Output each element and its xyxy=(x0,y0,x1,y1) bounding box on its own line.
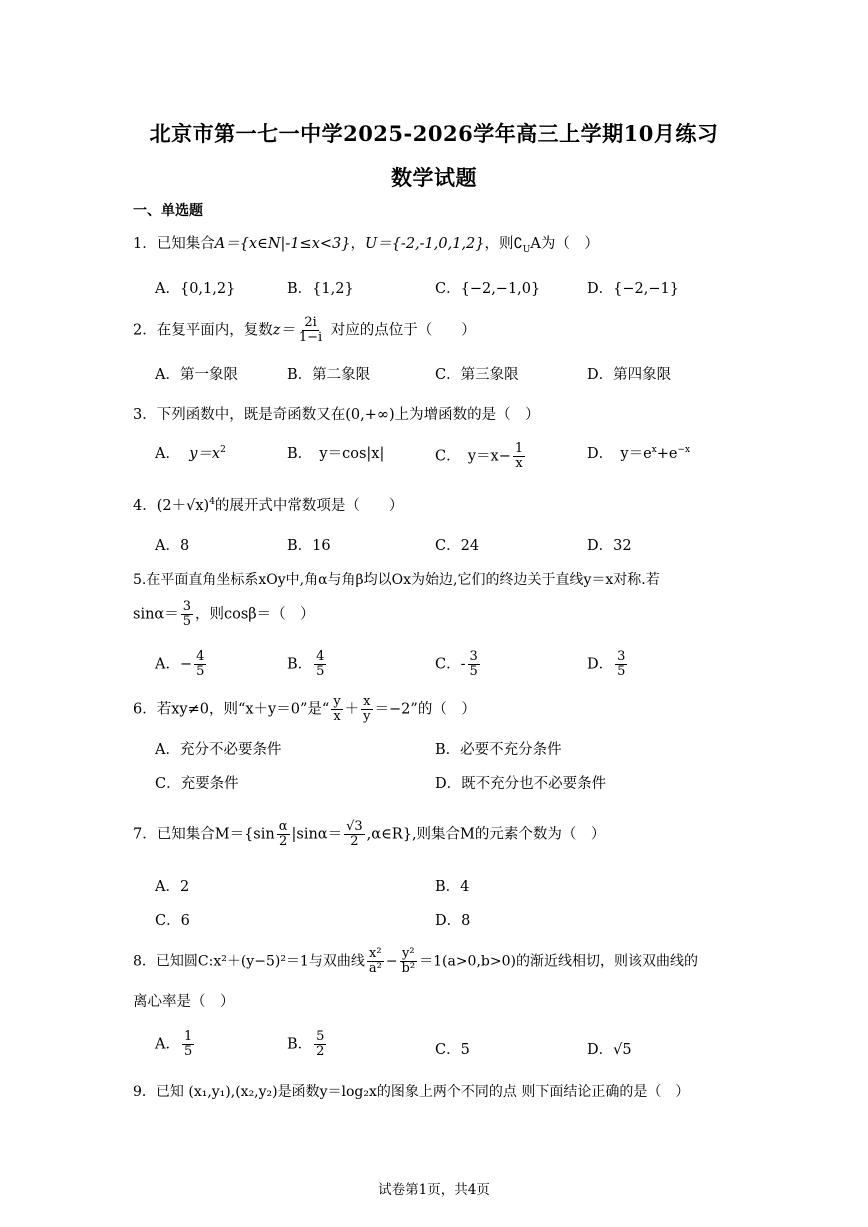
section-heading: 一、单选题 xyxy=(133,203,203,219)
question-5-stem-line2: sinα＝ $\frac{3}{5}$ ，则cosβ＝（ ） xyxy=(133,599,315,629)
fraction: $\frac{y}{x}$ xyxy=(333,694,341,724)
question-7-stem: 7．已知集合M＝{sin $\frac{\alpha}{2}$ |sinα＝ $\frac{√3}{2}$ ,α∈R},则集合M的元素个数为（ ） xyxy=(133,819,606,849)
fraction: $\frac{5}{2}$ xyxy=(316,1029,325,1059)
option-b[interactable]: B．{1,2} xyxy=(287,281,354,297)
option-b[interactable]: B．第二象限 xyxy=(287,367,371,383)
option-a[interactable]: A．{0,1,2} xyxy=(155,281,236,297)
exam-subtitle: 数学试题 xyxy=(391,165,477,190)
option-d[interactable]: D． $\frac{3}{5}$ xyxy=(587,649,626,679)
option-c[interactable]: C．{−2,−1,0} xyxy=(435,281,541,297)
question-2-stem: 2．在复平面内，复数z＝ $\frac{2i}{1-i}$ 对应的点位于（ ） xyxy=(133,315,476,345)
fraction: $\frac{1}{5}$ xyxy=(183,1029,193,1059)
option-a[interactable]: A．8 xyxy=(155,538,190,554)
option-d[interactable]: D． $y=e^x+e^{-x}$ xyxy=(587,445,691,462)
fraction: $\frac{x}{y}$ xyxy=(363,694,371,724)
fraction: $\frac{1}{x}$ xyxy=(514,441,524,471)
option-c[interactable]: C．- $\frac{3}{5}$ xyxy=(435,649,478,679)
fraction: $\frac{4}{5}$ xyxy=(196,649,205,679)
option-c[interactable]: C．24 xyxy=(435,538,480,554)
option-b[interactable]: B．必要不充分条件 xyxy=(435,742,562,758)
option-c[interactable]: C．第三象限 xyxy=(435,367,519,383)
option-c[interactable]: C． y＝x− $\frac{1}{x}$ xyxy=(435,441,524,471)
option-c[interactable]: C．5 xyxy=(435,1042,470,1058)
question-8-stem-line2: 离心率是（ ） xyxy=(133,994,235,1010)
exam-title: 北京市第一七一中学2025-2026学年高三上学期10月练习 xyxy=(149,121,719,146)
option-b[interactable]: B．4 xyxy=(435,879,470,895)
option-d[interactable]: D．既不充分也不必要条件 xyxy=(435,776,607,792)
page-footer: 试卷第1页，共4页 xyxy=(378,1182,490,1198)
fraction: $\frac{\alpha}{2}$ xyxy=(278,819,288,849)
option-d[interactable]: D．8 xyxy=(435,913,471,929)
option-a[interactable]: A．2 xyxy=(155,879,190,895)
question-5-stem: 5.在平面直角坐标系xOy中,角α与角β均以Ox为始边,它们的终边关于直线y＝x对称.若 xyxy=(133,572,660,588)
question-4-stem: 4．$(2+√x)^4$的展开式中常数项是（ ） xyxy=(133,497,404,514)
question-1-stem: 1．已知集合A＝{x∈N|-1≤x<3}，U＝{-2,-1,0,1,2}，则$∁_UA$为（ ） xyxy=(133,236,599,255)
option-b[interactable]: B．16 xyxy=(287,538,331,554)
fraction: $\frac{3}{5}$ xyxy=(182,599,191,629)
option-c[interactable]: C．充要条件 xyxy=(155,776,239,792)
option-c[interactable]: C．6 xyxy=(155,913,190,929)
option-a[interactable]: A．充分不必要条件 xyxy=(155,742,282,758)
question-6-stem: 6．若xy≠0，则“x＋y＝0”是“ $\frac{y}{x}$ ＋ $\frac{x}{y}$ ＝−2”的（ ） xyxy=(133,694,476,724)
option-d[interactable]: D．√5 xyxy=(587,1042,632,1058)
question-8-stem: 8．已知圆C:x²＋(y−5)²＝1与双曲线 $\frac{\text{x²}}{\text{a²}}$ − $\frac{\text{y²}}{\text{b²}}$ ＝1(a>0,b>0)的渐近线相切，则该双曲线的 xyxy=(133,946,698,976)
question-9-stem: 9．已知 (x₁,y₁),(x₂,y₂)是函数y＝log₂x的图象上两个不同的点 则下面结论正确的是（ ） xyxy=(133,1084,690,1100)
option-d[interactable]: D．第四象限 xyxy=(587,367,672,383)
option-a[interactable]: A．− $\frac{4}{5}$ xyxy=(155,649,205,679)
fraction: $\frac{√3}{2}$ xyxy=(346,819,363,849)
fraction: $\frac{3}{5}$ xyxy=(469,649,478,679)
fraction: $\frac{3}{5}$ xyxy=(617,649,626,679)
option-b[interactable]: B． $\frac{4}{5}$ xyxy=(287,649,325,679)
fraction: $\frac{4}{5}$ xyxy=(316,649,325,679)
fraction: $\frac{2i}{1-i}$ xyxy=(298,315,323,345)
option-a[interactable]: A．第一象限 xyxy=(155,367,238,383)
option-d[interactable]: D．32 xyxy=(587,538,632,554)
fraction: $\frac{\text{x²}}{\text{a²}}$ xyxy=(368,946,382,976)
option-a[interactable]: A． $\frac{1}{5}$ xyxy=(155,1029,193,1059)
option-b[interactable]: B． y＝cos|x| xyxy=(287,446,385,462)
option-b[interactable]: B． $\frac{5}{2}$ xyxy=(287,1029,325,1059)
question-3-stem: 3．下列函数中，既是奇函数又在(0,+∞)上为增函数的是（ ） xyxy=(133,407,540,423)
fraction: $\frac{\text{y²}}{\text{b²}}$ xyxy=(401,946,416,976)
option-a[interactable]: A． $y=x^2$ xyxy=(155,445,226,462)
option-d[interactable]: D．{−2,−1} xyxy=(587,281,679,297)
